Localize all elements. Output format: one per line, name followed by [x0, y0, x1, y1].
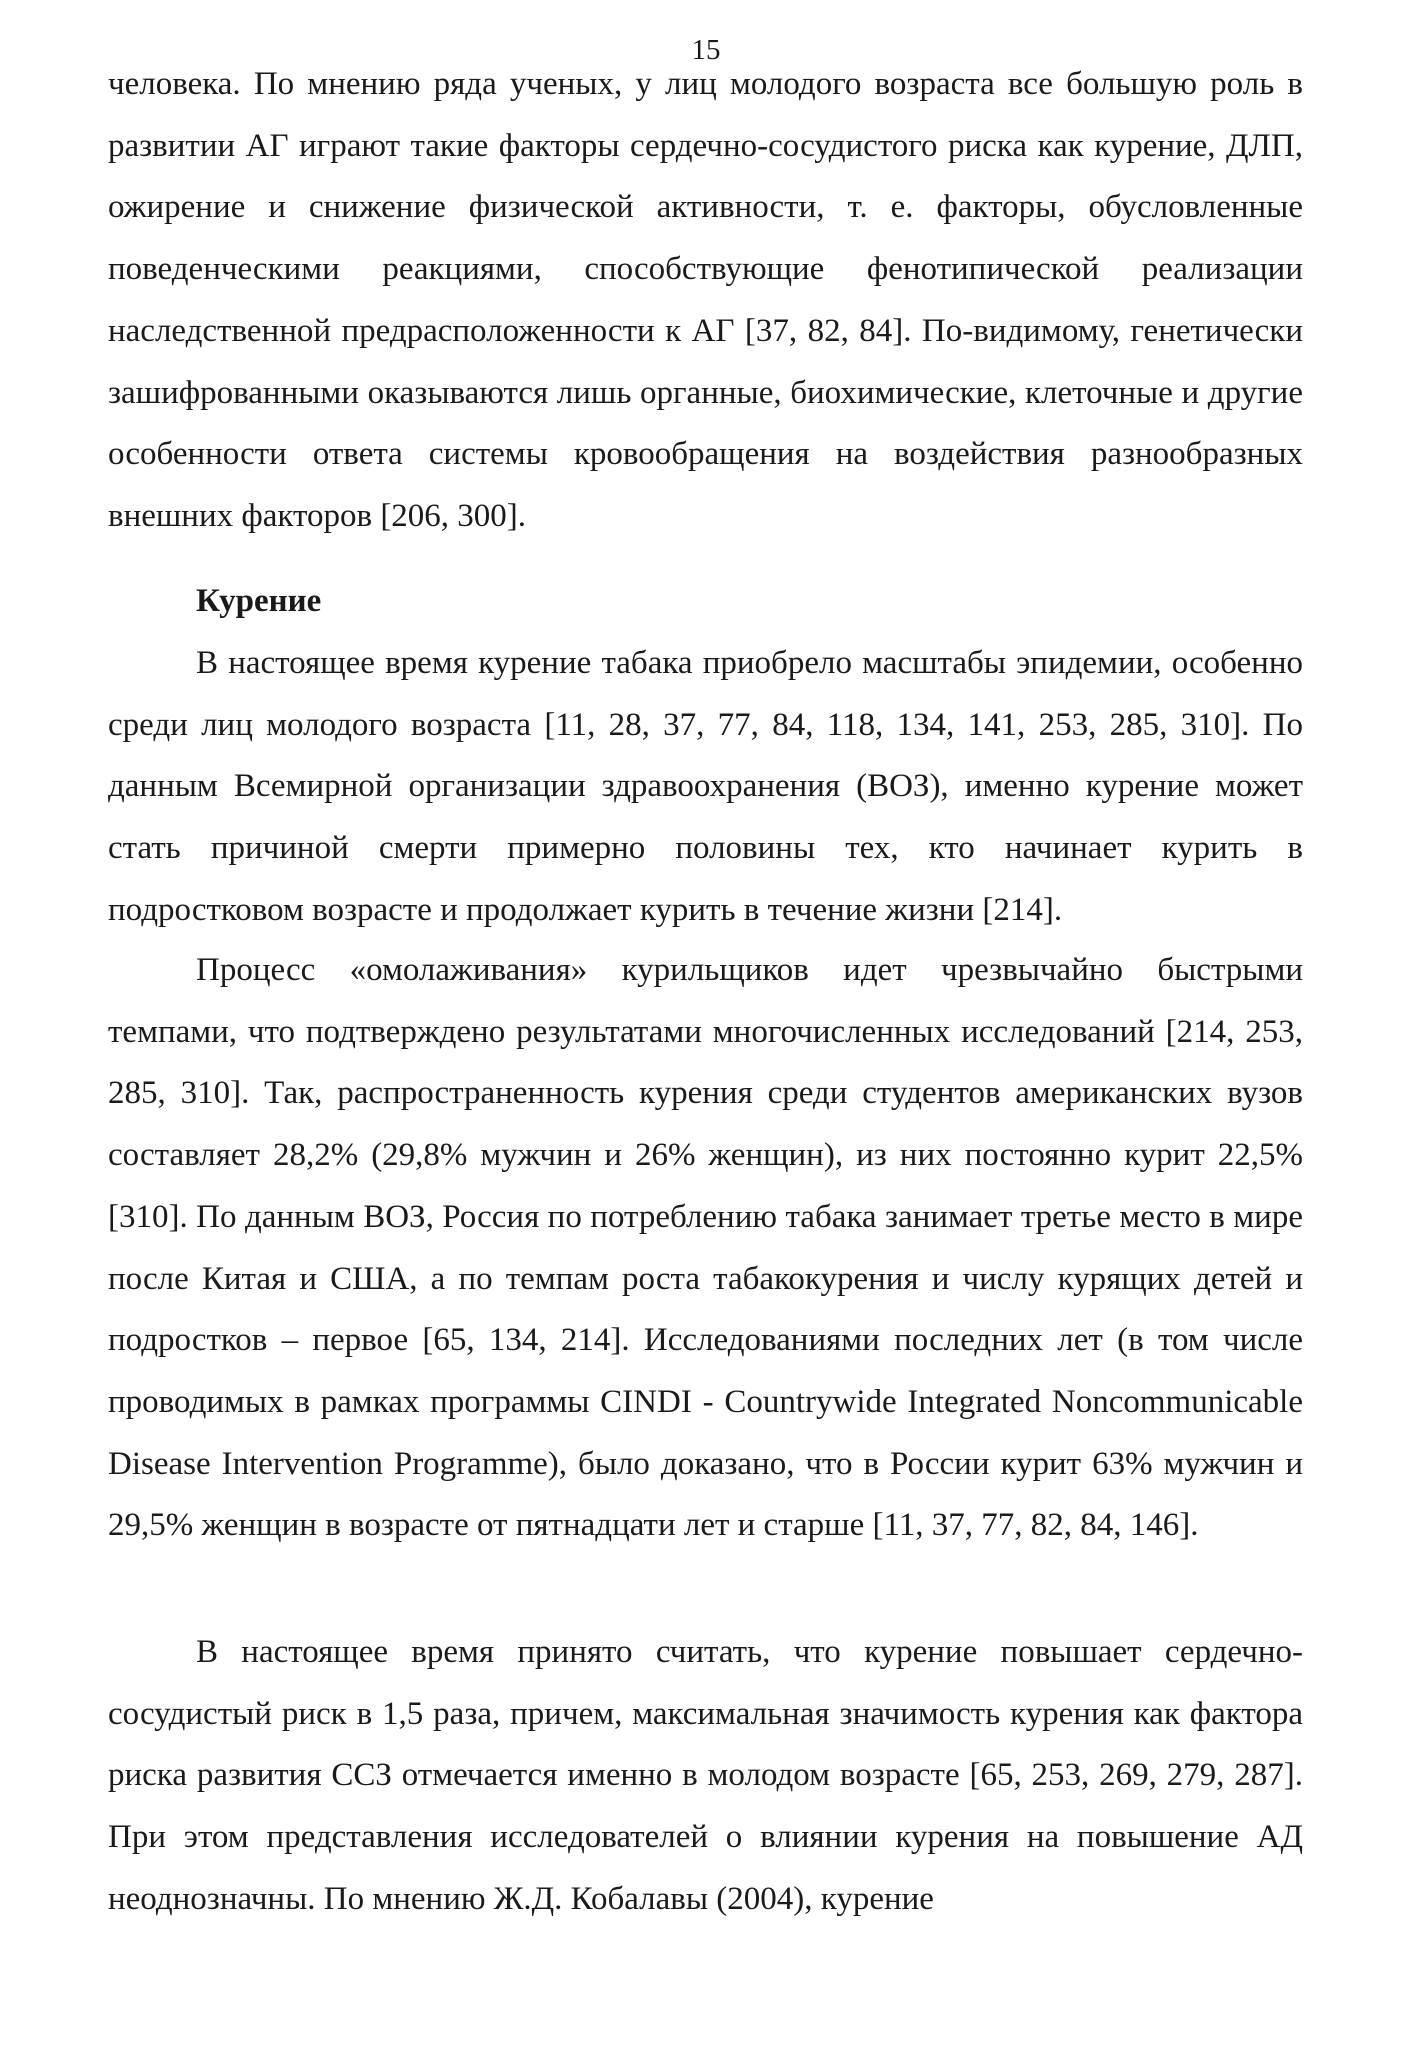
section-heading: Курение [196, 583, 322, 619]
paragraph-smoking-epidemic: В настоящее время курение табака приобрело масштабы эпидемии, особенно среди лиц молодого возраста [11, 28, 37, 77, 84, 118, 134, 141, 253, 285, 310]. По данным Всемирной организации здравоохранения (ВОЗ), именно курение может стать причиной смерти примерно половины тех, кто начинает курить в подростковом возрасте и продолжает курить в течение жизни [214]. [108, 645, 1303, 928]
paragraph-rejuvenation: Процесс «омолаживания» курильщиков идет чрезвычайно быстрыми темпами, что подтверждено результатами многочисленных исследований [214, 253, 285, 310]. Так, распространенность курения среди студентов американских вузов составляет 28,2% (29,8% мужчин и 26% женщин), из них постоянно курит 22,5% [310]. По данным ВОЗ, Россия по потреблению табака занимает третье место в мире после Китая и США, а по темпам роста табакокурения и числу курящих детей и подростков – первое [65, 134, 214]. Исследованиями последних лет (в том числе проводимых в рамках программы CINDI - Countrywide Integrated Noncommunicable Disease Intervention Programme), было доказано, что в России курит 63% мужчин и 29,5% женщин в возрасте от пятнадцати лет и старше [11, 37, 77, 82, 84, 146]. [108, 952, 1303, 1544]
page-number: 15 [691, 34, 721, 66]
paragraph-continuation: человека. По мнению ряда ученых, у лиц молодого возраста все большую роль в развитии АГ играют такие факторы сердечно-сосудистого риска как курение, ДЛП, ожирение и снижение физической активности, т. е. факторы, обусловленные поведенческими реакциями, способствующие фенотипической реализации наследственной предрасположенности к АГ [37, 82, 84]. По-видимому, генетически зашифрованными оказываются лишь органные, биохимические, клеточные и другие особенности ответа системы кровообращения на воздействия разнообразных внешних факторов [206, 300]. [108, 66, 1303, 534]
paragraph-cardiovascular-risk: В настоящее время принято считать, что курение повышает сердечно-сосудистый риск в 1,5 раза, причем, максимальная значимость курения как фактора риска развития ССЗ отмечается именно в молодом возрасте [65, 253, 269, 279, 287]. При этом представления исследователей о влиянии курения на повышение АД неоднозначны. По мнению Ж.Д. Кобалавы (2004), курение [108, 1634, 1303, 1917]
